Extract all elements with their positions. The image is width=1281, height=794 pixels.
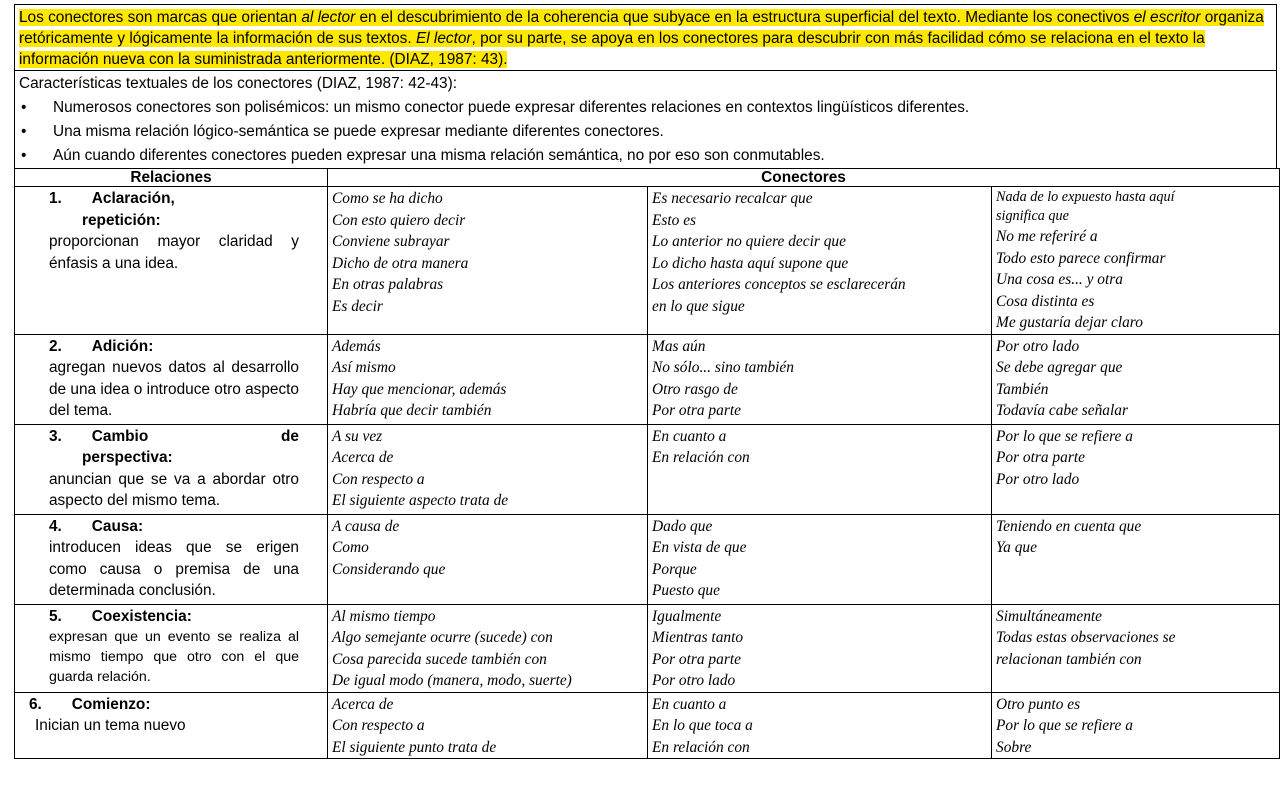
- header-conectores: Conectores: [328, 169, 1280, 187]
- connector-item: En relación con: [652, 449, 750, 466]
- connectors-cell: [992, 187, 1280, 335]
- relation-description: anuncian que se va a abordar otro aspecto del mismo tema.: [49, 470, 299, 509]
- connector-item: Cosa parecida sucede también con: [332, 650, 547, 668]
- connector-item: Los anteriores conceptos se esclarecerán: [652, 276, 906, 293]
- connector-item: Una cosa es... y otra: [996, 271, 1123, 288]
- connector-item: Por otro lado: [652, 672, 736, 689]
- connectors-cell: [992, 692, 1280, 759]
- relation-title: 6. Comienzo:: [29, 695, 151, 713]
- connectors-cell: [992, 334, 1280, 424]
- table-row: [15, 514, 1280, 604]
- relation-title: 5. Coexistencia:: [49, 607, 192, 625]
- connector-item: El siguiente aspecto trata de: [332, 492, 509, 509]
- list-item: • Numerosos conectores son polisémicos: un mismo conector puede expresar diferentes relaciones en contextos lingüísticos diferentes.: [19, 96, 1272, 120]
- connector-item: Hay que mencionar, además: [332, 380, 507, 398]
- relation-cell: [15, 692, 328, 759]
- connectors-cell: [648, 334, 992, 424]
- connector-item: Teniendo en cuenta que: [996, 517, 1142, 535]
- bullet-icon: •: [21, 99, 27, 116]
- table-header-row: [15, 169, 1280, 187]
- connector-item: Mientras tanto: [652, 629, 744, 646]
- bullet-icon: •: [21, 123, 27, 140]
- relation-title: 3. Cambio de: [49, 427, 299, 445]
- connector-item: Al mismo tiempo: [332, 607, 436, 625]
- connector-item: Todas estas observaciones se: [996, 629, 1176, 646]
- connectors-table: [14, 168, 1280, 759]
- connector-item: Por lo que se refiere a: [996, 427, 1133, 445]
- connector-item: Habría que decir también: [332, 402, 492, 419]
- characteristics-heading: Características textuales de los conectores (DIAZ, 1987: 42-43):: [19, 75, 457, 92]
- connector-item: Por otra parte: [652, 402, 741, 419]
- connector-item: Cosa distinta es: [996, 292, 1095, 310]
- relation-description: proporcionan mayor claridad y énfasis a una idea.: [49, 233, 299, 272]
- list-item: • Aún cuando diferentes conectores pueden expresar una misma relación semántica, no por eso son conmutables.: [19, 144, 1272, 168]
- connector-item: No me referiré a: [996, 228, 1098, 245]
- connector-item: Todavía cabe señalar: [996, 402, 1128, 419]
- connector-item: Como se ha dicho: [332, 190, 443, 207]
- connector-item: Nada de lo expuesto hasta aquí: [996, 189, 1175, 205]
- connector-item: Acerca de: [332, 449, 394, 466]
- connector-item: Por otro lado: [996, 337, 1080, 355]
- table-row: [15, 187, 1280, 335]
- connector-item: Igualmente: [652, 607, 722, 625]
- connector-item: Es necesario recalcar que: [652, 190, 813, 207]
- connector-item: Por otra parte: [652, 650, 741, 668]
- relation-description: expresan que un evento se realiza al mismo tiempo que otro con el que guarda relación.: [49, 629, 299, 685]
- table-row: [15, 334, 1280, 424]
- connectors-cell: [648, 514, 992, 604]
- connector-item: En relación con: [652, 738, 750, 756]
- relation-cell: [15, 334, 328, 424]
- connectors-cell: [992, 424, 1280, 514]
- relation-title: 4. Causa:: [49, 517, 144, 535]
- connector-item: En lo que toca a: [652, 717, 753, 734]
- connector-item: Por otro lado: [996, 470, 1080, 488]
- connectors-cell: [328, 604, 648, 692]
- connector-item: en lo que sigue: [652, 297, 745, 315]
- connector-item: En cuanto a: [652, 695, 727, 713]
- document-page: [14, 4, 1277, 759]
- connectors-cell: [992, 604, 1280, 692]
- connector-item: Simultáneamente: [996, 607, 1102, 625]
- relation-title: 1. Aclaración,: [49, 190, 175, 207]
- relation-title-cont: perspectiva:: [82, 449, 173, 466]
- connector-item: Con esto quiero decir: [332, 211, 466, 229]
- connector-item: Además: [332, 337, 381, 355]
- relation-cell: [15, 424, 328, 514]
- connector-item: Por otra parte: [996, 449, 1085, 466]
- connector-item: Dicho de otra manera: [332, 254, 469, 272]
- relation-description: introducen ideas que se erigen como causa o premisa de una determinada conclusión.: [49, 539, 299, 599]
- connectors-cell: [328, 334, 648, 424]
- connectors-cell: [328, 692, 648, 759]
- connectors-cell: [328, 514, 648, 604]
- table-row: [15, 424, 1280, 514]
- connectors-cell: [648, 692, 992, 759]
- connector-item: No sólo... sino también: [652, 359, 794, 376]
- table-row: [15, 604, 1280, 692]
- characteristics-section: [14, 70, 1277, 169]
- connectors-cell: [328, 187, 648, 335]
- connector-item: A su vez: [332, 427, 383, 445]
- connector-item: En otras palabras: [332, 276, 444, 293]
- connector-item: Es decir: [332, 297, 383, 315]
- connector-item: Sobre: [996, 738, 1032, 756]
- connector-item: Se debe agregar que: [996, 359, 1123, 376]
- connector-item: A causa de: [332, 517, 400, 535]
- relation-cell: [15, 187, 328, 335]
- connectors-cell: [648, 604, 992, 692]
- connector-item: El siguiente punto trata de: [332, 738, 497, 756]
- connectors-cell: [648, 187, 992, 335]
- connector-item: Esto es: [652, 211, 697, 229]
- connector-item: Conviene subrayar: [332, 233, 450, 250]
- connectors-cell: [328, 424, 648, 514]
- connector-item: Ya que: [996, 539, 1037, 556]
- header-relaciones: Relaciones: [15, 169, 328, 187]
- connector-item: Lo anterior no quiere decir que: [652, 233, 846, 250]
- connector-item: Lo dicho hasta aquí supone que: [652, 254, 849, 272]
- connector-item: Algo semejante ocurre (sucede) con: [332, 629, 553, 646]
- connector-item: Puesto que: [652, 582, 720, 599]
- connector-item: Por lo que se refiere a: [996, 717, 1133, 734]
- connector-item: También: [996, 380, 1049, 398]
- connector-item: En cuanto a: [652, 427, 727, 445]
- relation-description: agregan nuevos datos al desarrollo de una idea o introduce otro aspecto del tema.: [49, 359, 299, 419]
- table-row: [15, 692, 1280, 759]
- connector-item: Así mismo: [332, 359, 396, 376]
- relation-title: 2. Adición:: [49, 337, 154, 355]
- relation-description: Inician un tema nuevo: [35, 717, 186, 734]
- connector-item: Con respecto a: [332, 470, 425, 488]
- connector-item: Dado que: [652, 517, 713, 535]
- connector-item: Con respecto a: [332, 717, 425, 734]
- bullet-icon: •: [21, 147, 27, 164]
- connector-item: Otro rasgo de: [652, 380, 738, 398]
- connector-item: Como: [332, 539, 369, 556]
- relation-cell: [15, 604, 328, 692]
- connectors-cell: [648, 424, 992, 514]
- connector-item: Todo esto parece confirmar: [996, 249, 1166, 267]
- list-item: • Una misma relación lógico-semántica se puede expresar mediante diferentes conectores.: [19, 120, 1272, 144]
- connector-item: Otro punto es: [996, 695, 1081, 713]
- intro-paragraph: [14, 4, 1277, 70]
- connectors-cell: [992, 514, 1280, 604]
- connector-item: Me gustaría dejar claro: [996, 314, 1143, 331]
- connector-item: significa que: [996, 208, 1069, 224]
- connector-item: Porque: [652, 560, 697, 578]
- connector-item: En vista de que: [652, 539, 747, 556]
- connector-item: Considerando que: [332, 560, 446, 578]
- connector-item: De igual modo (manera, modo, suerte): [332, 672, 572, 689]
- characteristics-list: [19, 96, 1272, 168]
- relation-title-cont: repetición:: [82, 211, 161, 229]
- connector-item: Mas aún: [652, 337, 706, 355]
- connector-item: Acerca de: [332, 695, 394, 713]
- connector-item: relacionan también con: [996, 650, 1142, 668]
- highlighted-text: Los conectores son marcas que orientan al lector en el descubrimiento de la coherencia que subyace en la estructura superficial del texto. Mediante los conectivos el escritor organiza retóricamente y lógicamente la información de sus textos. El lector, por su parte, se apoya en los conectores para descubrir con más facilidad cómo se relaciona en el texto la información nueva con la suministrada anteriormente. (DIAZ, 1987: 43).: [19, 9, 1264, 68]
- relation-cell: [15, 514, 328, 604]
